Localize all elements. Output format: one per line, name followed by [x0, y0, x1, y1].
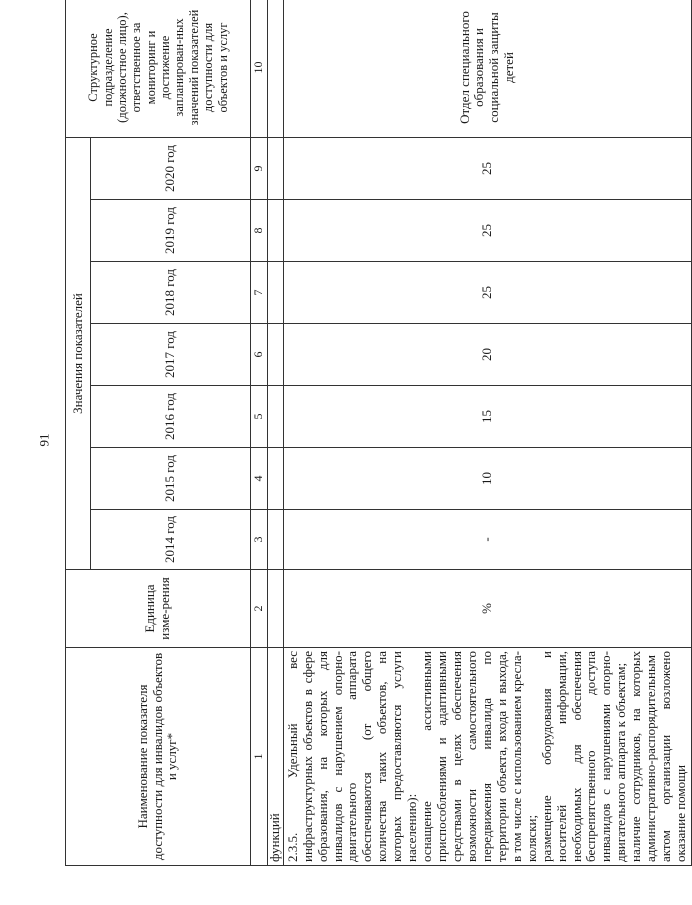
- header-responsible: Структурное подразделение (должностное лицо), ответственное за мониторинг и достижение запланирован-ных значений показателей доступности для объектов и услуг: [66, 0, 251, 137]
- column-number: 2: [251, 570, 268, 648]
- value-cell: 20: [283, 324, 691, 386]
- header-year: 2016 год: [91, 386, 251, 448]
- header-row: [66, 0, 91, 866]
- header-name: Наименование показателя доступности для инвалидов объектов и услуг*: [66, 648, 251, 866]
- value-cell: 10: [283, 448, 691, 510]
- header-year: 2019 год: [91, 200, 251, 262]
- indicator-paragraph: наличие сотрудников, на которых административно-распорядительным актом организации возложено оказание помощи: [628, 651, 689, 862]
- unit-cell: %: [283, 570, 691, 648]
- value-cell: 25: [283, 262, 691, 324]
- indicator-paragraph: 2.3.5. Удельный вес инфраструктурных объектов в сфере образования, на которых для инвалидов с нарушением опорно-двигательного аппарата обеспечиваются (от общего количества таких объектов, на которых предоставляются услуги населению):: [284, 651, 420, 862]
- column-number: 6: [251, 324, 268, 386]
- header-year: 2018 год: [91, 262, 251, 324]
- column-number: 9: [251, 137, 268, 199]
- column-number: 1: [251, 648, 268, 866]
- indicator-description: [283, 648, 691, 866]
- page-number: 91: [36, 433, 52, 447]
- column-number: 10: [251, 0, 268, 137]
- continuation-row: [267, 0, 283, 866]
- header-year: 2020 год: [91, 137, 251, 199]
- column-number: 5: [251, 386, 268, 448]
- continuation-text: функций: [267, 648, 283, 866]
- rotated-table-wrapper: [65, 9, 689, 866]
- indicators-table: [65, 0, 692, 866]
- column-number: 3: [251, 510, 268, 570]
- indicator-paragraph: оснащение ассистивными приспособлениями и адаптивными средствами в целях обеспечения возможности самостоятельного передвижения инвалида по территории объекта, входа и выхода, в том числе с использованием кресла-коляски;: [419, 651, 539, 862]
- table-row: [283, 0, 691, 866]
- header-year: 2014 год: [91, 510, 251, 570]
- header-unit: Единица изме-рения: [66, 570, 251, 648]
- indicator-paragraph: размещение оборудования и носителей информации, необходимых для обеспечения беспрепятственного доступа инвалидов с нарушениями опорно-двигательного аппарата к объектам;: [538, 651, 629, 862]
- column-number: 4: [251, 448, 268, 510]
- responsible-cell: Отдел специального образования и социальной защиты детей: [283, 0, 691, 137]
- header-year: 2015 год: [91, 448, 251, 510]
- column-number: 7: [251, 262, 268, 324]
- value-cell: 25: [283, 137, 691, 199]
- column-numbers-row: [251, 0, 268, 866]
- header-values-group: Значения показателей: [66, 137, 91, 569]
- value-cell: 25: [283, 200, 691, 262]
- value-cell: -: [283, 510, 691, 570]
- column-number: 8: [251, 200, 268, 262]
- value-cell: 15: [283, 386, 691, 448]
- header-year: 2017 год: [91, 324, 251, 386]
